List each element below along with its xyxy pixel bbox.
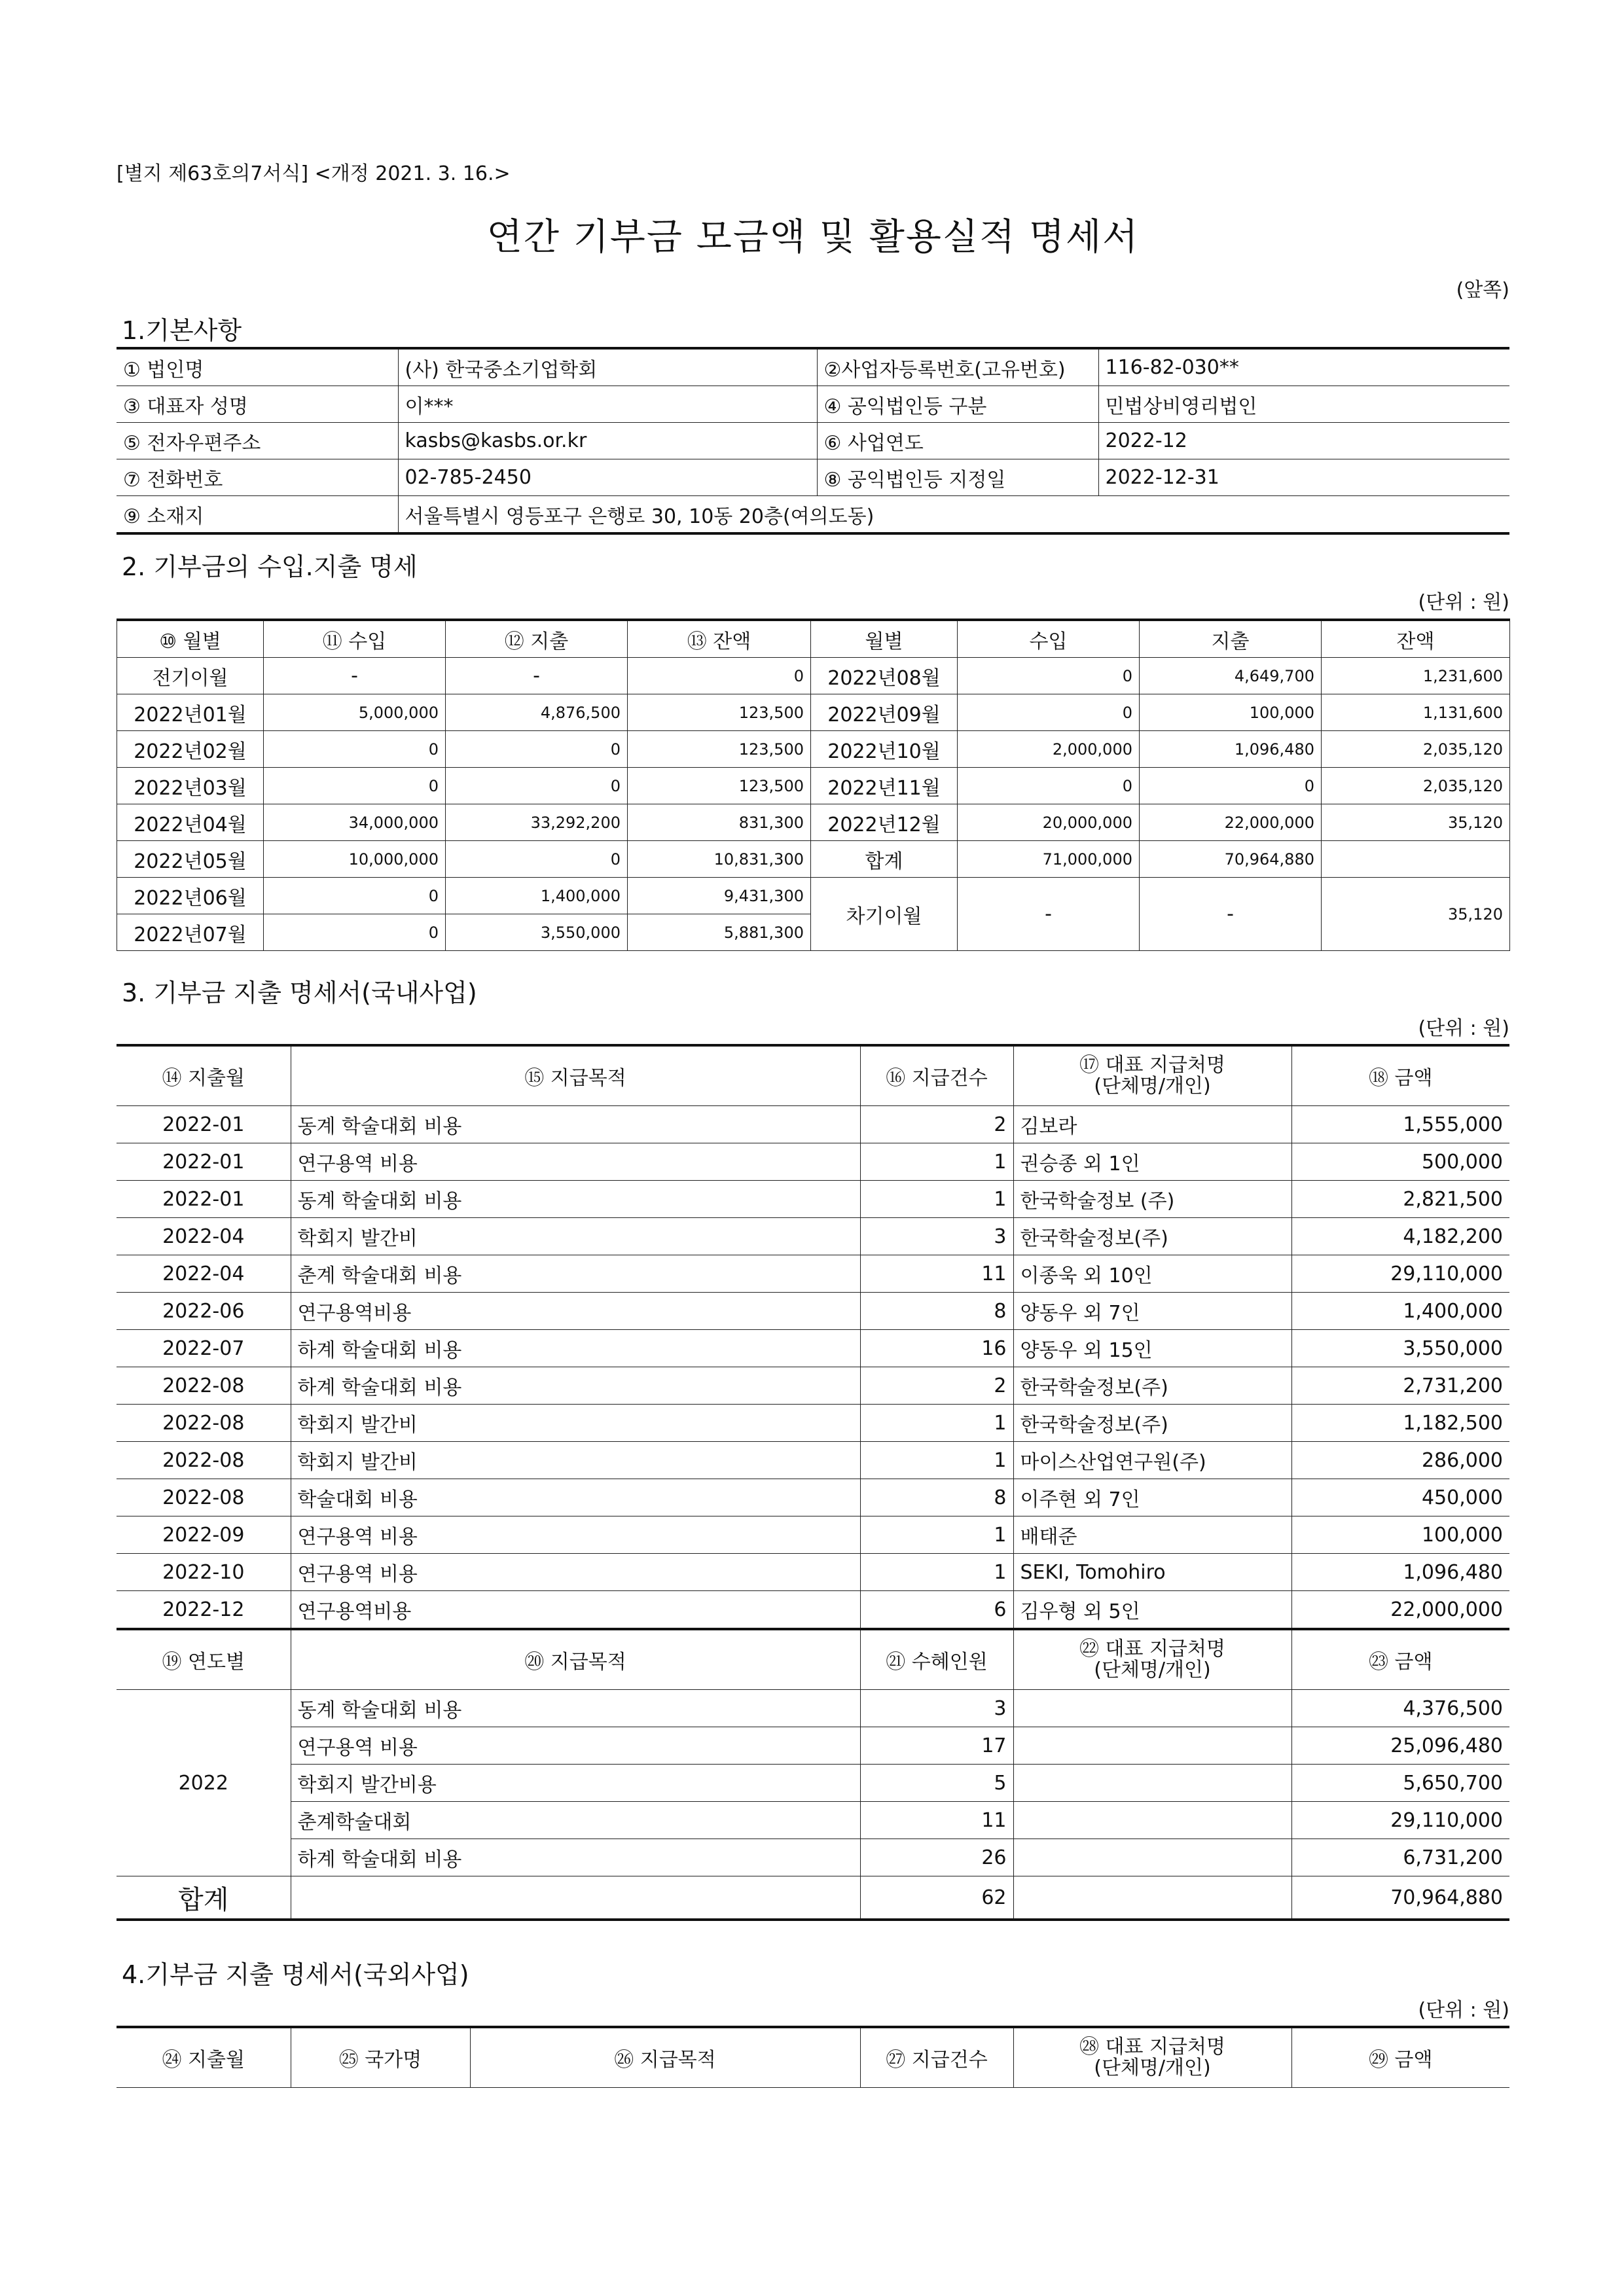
month-cell: 2022-08: [117, 1405, 291, 1442]
amount-cell: 831,300: [628, 804, 811, 841]
purpose-cell: 학회지 발간비: [291, 1442, 860, 1479]
document-title: 연간 기부금 모금액 및 활용실적 명세서: [486, 216, 1140, 259]
field-label: ⑧ 공익법인등 지정일: [817, 459, 1098, 496]
amount-cell: 22,000,000: [1291, 1591, 1509, 1630]
field-label: ⑨ 소재지: [117, 496, 398, 534]
count-cell: 1: [860, 1143, 1013, 1181]
purpose-cell: 춘계 학술대회 비용: [291, 1255, 860, 1293]
column-header: ㉔ 지출월: [117, 2027, 291, 2088]
amount-cell: 0: [958, 658, 1140, 694]
month-cell: 2022-01: [117, 1181, 291, 1218]
purpose-cell: 연구용역 비용: [291, 1143, 860, 1181]
field-label: ⑦ 전화번호: [117, 459, 398, 496]
purpose-cell: 연구용역 비용: [291, 1516, 860, 1554]
table-row: [117, 1554, 1509, 1591]
table-row: [117, 1765, 1509, 1802]
column-header: ⑯ 지급건수: [860, 1045, 1013, 1106]
recipient-cell: 양동우 외 7인: [1013, 1293, 1291, 1330]
header-line: ⑰ 대표 지급처명: [1079, 1054, 1225, 1077]
basic-info-row: [117, 386, 1509, 423]
count-cell: 26: [860, 1839, 1013, 1876]
basic-info-row: [117, 348, 1509, 386]
month-cell: 2022-12: [117, 1591, 291, 1630]
recipient-cell: [1013, 1876, 1291, 1920]
column-header: ㉖ 지급목적: [470, 2027, 860, 2088]
table-row: [117, 1727, 1509, 1765]
table-row: [117, 731, 1510, 768]
income-expense-table: [117, 619, 1510, 951]
amount-cell: 70,964,880: [1291, 1876, 1509, 1920]
amount-cell: 1,400,000: [1291, 1293, 1509, 1330]
amount-cell: 10,000,000: [264, 841, 446, 878]
column-header: ⑳ 지급목적: [291, 1629, 860, 1690]
basic-info-table: [117, 347, 1509, 535]
amount-cell: 1,096,480: [1291, 1554, 1509, 1591]
column-header: ⑮ 지급목적: [291, 1045, 860, 1106]
count-cell: 1: [860, 1442, 1013, 1479]
table-row: [117, 1479, 1509, 1516]
amount-cell: 0: [264, 768, 446, 804]
field-value: 2022-12-31: [1098, 459, 1509, 496]
month-cell: 2022년07월: [117, 914, 264, 951]
amount-cell: 5,881,300: [628, 914, 811, 951]
purpose-cell: 하계 학술대회 비용: [291, 1367, 860, 1405]
recipient-cell: [1013, 1765, 1291, 1802]
column-header: ㉕ 국가명: [291, 2027, 470, 2088]
count-cell: 3: [860, 1218, 1013, 1255]
amount-cell: 0: [628, 658, 811, 694]
total-row: [117, 1876, 1509, 1920]
amount-cell: 22,000,000: [1140, 804, 1322, 841]
column-header: [1013, 1629, 1291, 1690]
month-cell: 2022-04: [117, 1218, 291, 1255]
section4-title: 4.기부금 지출 명세서(국외사업): [122, 1960, 469, 1989]
month-cell: 2022년02월: [117, 731, 264, 768]
table-row: [117, 1293, 1509, 1330]
column-header: ⑫ 지출: [446, 620, 628, 658]
amount-cell: 1,231,600: [1322, 658, 1510, 694]
count-cell: 1: [860, 1554, 1013, 1591]
basic-info-row: [117, 496, 1509, 534]
table-row: [117, 841, 1510, 878]
amount-cell: 10,831,300: [628, 841, 811, 878]
section2-unit: (단위 : 원): [1418, 591, 1509, 614]
column-header: [1013, 2027, 1291, 2088]
month-cell: 2022년03월: [117, 768, 264, 804]
count-cell: 3: [860, 1690, 1013, 1727]
amount-cell: 4,876,500: [446, 694, 628, 731]
amount-cell: 123,500: [628, 694, 811, 731]
month-cell: 2022-10: [117, 1554, 291, 1591]
month-cell: 2022년06월: [117, 878, 264, 914]
front-side-label: (앞쪽): [1456, 279, 1509, 302]
amount-cell: 3,550,000: [1291, 1330, 1509, 1367]
amount-cell: 0: [1140, 768, 1322, 804]
field-value: kasbs@kasbs.or.kr: [398, 423, 817, 459]
table-row: [117, 1367, 1509, 1405]
count-cell: 11: [860, 1802, 1013, 1839]
amount-cell: -: [446, 658, 628, 694]
section3-unit: (단위 : 원): [1418, 1017, 1509, 1040]
count-cell: 6: [860, 1591, 1013, 1630]
count-cell: 1: [860, 1405, 1013, 1442]
amount-cell: 0: [446, 768, 628, 804]
amount-cell: 0: [264, 914, 446, 951]
amount-cell: 2,035,120: [1322, 731, 1510, 768]
amount-cell: 100,000: [1140, 694, 1322, 731]
column-header: ⑭ 지출월: [117, 1045, 291, 1106]
amount-cell: 4,376,500: [1291, 1690, 1509, 1727]
section4-unit: (단위 : 원): [1418, 1999, 1509, 2022]
amount-cell: 2,035,120: [1322, 768, 1510, 804]
purpose-cell: 연구용역비용: [291, 1591, 860, 1630]
column-header: 잔액: [1322, 620, 1510, 658]
month-cell: 2022년09월: [811, 694, 958, 731]
column-header: ⑩ 월별: [117, 620, 264, 658]
count-cell: 1: [860, 1516, 1013, 1554]
table-row: [117, 878, 1510, 914]
amount-cell: 2,731,200: [1291, 1367, 1509, 1405]
recipient-cell: 한국학술정보 (주): [1013, 1181, 1291, 1218]
table-row: [117, 1181, 1509, 1218]
table-row: [117, 1255, 1509, 1293]
amount-cell: 29,110,000: [1291, 1255, 1509, 1293]
field-label: ③ 대표자 성명: [117, 386, 398, 423]
header-line: (단체명/개인): [1094, 2056, 1211, 2079]
column-header: 월별: [811, 620, 958, 658]
address-value: 서울특별시 영등포구 은행로 30, 10동 20층(여의도동): [398, 496, 1509, 534]
column-header: ⑬ 잔액: [628, 620, 811, 658]
month-cell: 2022-01: [117, 1106, 291, 1143]
purpose-cell: 동계 학술대회 비용: [291, 1106, 860, 1143]
recipient-cell: 권승종 외 1인: [1013, 1143, 1291, 1181]
month-cell: 차기이월: [811, 878, 958, 951]
recipient-cell: 김우형 외 5인: [1013, 1591, 1291, 1630]
table-row: [117, 1143, 1509, 1181]
amount-cell: 1,182,500: [1291, 1405, 1509, 1442]
section2-title: 2. 기부금의 수입.지출 명세: [122, 552, 418, 581]
table-row: [117, 1106, 1509, 1143]
section1-title: 1.기본사항: [122, 316, 242, 345]
table-row: [117, 804, 1510, 841]
section3-title: 3. 기부금 지출 명세서(국내사업): [122, 978, 477, 1007]
table-row: [117, 1516, 1509, 1554]
table-row: [117, 1690, 1509, 1727]
overseas-expense-table: [117, 2026, 1509, 2088]
table-row: [117, 1218, 1509, 1255]
header-line: ㉒ 대표 지급처명: [1079, 1638, 1225, 1660]
month-cell: 2022년05월: [117, 841, 264, 878]
amount-cell: 71,000,000: [958, 841, 1140, 878]
amount-cell: 9,431,300: [628, 878, 811, 914]
month-cell: 2022-07: [117, 1330, 291, 1367]
amount-cell: 450,000: [1291, 1479, 1509, 1516]
field-value: 민법상비영리법인: [1098, 386, 1509, 423]
month-cell: 2022년11월: [811, 768, 958, 804]
purpose-cell: 동계 학술대회 비용: [291, 1181, 860, 1218]
column-header: ⑪ 수입: [264, 620, 446, 658]
total-label: 합계: [117, 1876, 291, 1920]
count-cell: 1: [860, 1181, 1013, 1218]
amount-cell: 29,110,000: [1291, 1802, 1509, 1839]
month-cell: 2022-09: [117, 1516, 291, 1554]
amount-cell: 123,500: [628, 731, 811, 768]
column-header: ⑱ 금액: [1291, 1045, 1509, 1106]
amount-cell: 1,096,480: [1140, 731, 1322, 768]
column-header: 수입: [958, 620, 1140, 658]
amount-cell: 35,120: [1322, 878, 1510, 951]
amount-cell: 100,000: [1291, 1516, 1509, 1554]
table-row: [117, 1330, 1509, 1367]
purpose-cell: 학회지 발간비: [291, 1218, 860, 1255]
field-value: 이***: [398, 386, 817, 423]
table-row: [117, 1405, 1509, 1442]
recipient-cell: 이주현 외 7인: [1013, 1479, 1291, 1516]
table-header-row: [117, 2027, 1509, 2088]
recipient-cell: 이종욱 외 10인: [1013, 1255, 1291, 1293]
field-label: ① 법인명: [117, 348, 398, 386]
amount-cell: 34,000,000: [264, 804, 446, 841]
table-row: [117, 658, 1510, 694]
count-cell: 8: [860, 1479, 1013, 1516]
count-cell: 16: [860, 1330, 1013, 1367]
header-line: (단체명/개인): [1094, 1075, 1211, 1098]
count-cell: 8: [860, 1293, 1013, 1330]
recipient-cell: 한국학술정보(주): [1013, 1405, 1291, 1442]
month-cell: 2022-08: [117, 1367, 291, 1405]
purpose-cell: 연구용역 비용: [291, 1727, 860, 1765]
purpose-cell: 춘계학술대회: [291, 1802, 860, 1839]
table-row: [117, 1839, 1509, 1876]
month-cell: 2022-06: [117, 1293, 291, 1330]
table-header-row: [117, 1045, 1509, 1106]
purpose-cell: 하계 학술대회 비용: [291, 1839, 860, 1876]
recipient-cell: 김보라: [1013, 1106, 1291, 1143]
amount-cell: 286,000: [1291, 1442, 1509, 1479]
count-cell: 11: [860, 1255, 1013, 1293]
amount-cell: 3,550,000: [446, 914, 628, 951]
table-row: [117, 768, 1510, 804]
amount-cell: 1,555,000: [1291, 1106, 1509, 1143]
amount-cell: 0: [446, 841, 628, 878]
table-header-row: [117, 620, 1510, 658]
count-cell: 2: [860, 1367, 1013, 1405]
field-value: 02-785-2450: [398, 459, 817, 496]
month-cell: 2022-08: [117, 1479, 291, 1516]
table-header-row: [117, 1629, 1509, 1690]
amount-cell: 0: [958, 694, 1140, 731]
purpose-cell: 연구용역 비용: [291, 1554, 860, 1591]
column-header: ⑲ 연도별: [117, 1629, 291, 1690]
table-row: [117, 1591, 1509, 1630]
header-line: ㉘ 대표 지급처명: [1079, 2036, 1225, 2058]
amount-cell: 5,650,700: [1291, 1765, 1509, 1802]
month-cell: 2022-08: [117, 1442, 291, 1479]
field-label: ⑤ 전자우편주소: [117, 423, 398, 459]
column-header: ㉗ 지급건수: [860, 2027, 1013, 2088]
amount-cell: 1,400,000: [446, 878, 628, 914]
month-cell: 2022년08월: [811, 658, 958, 694]
amount-cell: 33,292,200: [446, 804, 628, 841]
column-header: ㉓ 금액: [1291, 1629, 1509, 1690]
amount-cell: 500,000: [1291, 1143, 1509, 1181]
column-header: ㉙ 금액: [1291, 2027, 1509, 2088]
year-cell: 2022: [117, 1690, 291, 1876]
recipient-cell: [1013, 1727, 1291, 1765]
table-row: [117, 1442, 1509, 1479]
amount-cell: 5,000,000: [264, 694, 446, 731]
amount-cell: 20,000,000: [958, 804, 1140, 841]
purpose-cell: 학회지 발간비용: [291, 1765, 860, 1802]
recipient-cell: [1013, 1690, 1291, 1727]
amount-cell: 123,500: [628, 768, 811, 804]
amount-cell: -: [1140, 878, 1322, 951]
column-header: [1013, 1045, 1291, 1106]
field-value: (사) 한국중소기업학회: [398, 348, 817, 386]
amount-cell: 0: [446, 731, 628, 768]
field-label: ④ 공익법인등 구분: [817, 386, 1098, 423]
recipient-cell: [1013, 1802, 1291, 1839]
month-cell: 전기이월: [117, 658, 264, 694]
amount-cell: 2,000,000: [958, 731, 1140, 768]
purpose-cell: [291, 1876, 860, 1920]
recipient-cell: 한국학술정보(주): [1013, 1218, 1291, 1255]
amount-cell: 2,821,500: [1291, 1181, 1509, 1218]
basic-info-row: [117, 459, 1509, 496]
purpose-cell: 학술대회 비용: [291, 1479, 860, 1516]
field-label: ②사업자등록번호(고유번호): [817, 348, 1098, 386]
amount-cell: 4,649,700: [1140, 658, 1322, 694]
header-line: (단체명/개인): [1094, 1659, 1211, 1681]
amount-cell: 0: [264, 878, 446, 914]
month-cell: 합계: [811, 841, 958, 878]
amount-cell: 70,964,880: [1140, 841, 1322, 878]
purpose-cell: 학회지 발간비: [291, 1405, 860, 1442]
purpose-cell: 연구용역비용: [291, 1293, 860, 1330]
purpose-cell: 동계 학술대회 비용: [291, 1690, 860, 1727]
month-cell: 2022년10월: [811, 731, 958, 768]
amount-cell: 6,731,200: [1291, 1839, 1509, 1876]
domestic-expense-table: [117, 1044, 1509, 1921]
amount-cell: 1,131,600: [1322, 694, 1510, 731]
count-cell: 5: [860, 1765, 1013, 1802]
month-cell: 2022-04: [117, 1255, 291, 1293]
column-header: 지출: [1140, 620, 1322, 658]
table-row: [117, 1802, 1509, 1839]
month-cell: 2022년04월: [117, 804, 264, 841]
count-cell: 2: [860, 1106, 1013, 1143]
field-value: 116-82-030**: [1098, 348, 1509, 386]
form-reference: [별지 제63호의7서식] <개정 2021. 3. 16.>: [117, 162, 511, 185]
recipient-cell: SEKI, Tomohiro: [1013, 1554, 1291, 1591]
recipient-cell: 한국학술정보(주): [1013, 1367, 1291, 1405]
field-value: 2022-12: [1098, 423, 1509, 459]
amount-cell: 25,096,480: [1291, 1727, 1509, 1765]
recipient-cell: [1013, 1839, 1291, 1876]
amount-cell: -: [958, 878, 1140, 951]
basic-info-row: [117, 423, 1509, 459]
month-cell: 2022년12월: [811, 804, 958, 841]
amount-cell: -: [264, 658, 446, 694]
count-cell: 62: [860, 1876, 1013, 1920]
amount-cell: 35,120: [1322, 804, 1510, 841]
purpose-cell: 하계 학술대회 비용: [291, 1330, 860, 1367]
recipient-cell: 마이스산업연구원(주): [1013, 1442, 1291, 1479]
column-header: ㉑ 수혜인원: [860, 1629, 1013, 1690]
recipient-cell: 양동우 외 15인: [1013, 1330, 1291, 1367]
amount-cell: 0: [958, 768, 1140, 804]
field-label: ⑥ 사업연도: [817, 423, 1098, 459]
month-cell: 2022-01: [117, 1143, 291, 1181]
amount-cell: [1322, 841, 1510, 878]
amount-cell: 0: [264, 731, 446, 768]
table-row: [117, 694, 1510, 731]
month-cell: 2022년01월: [117, 694, 264, 731]
recipient-cell: 배태준: [1013, 1516, 1291, 1554]
amount-cell: 4,182,200: [1291, 1218, 1509, 1255]
count-cell: 17: [860, 1727, 1013, 1765]
